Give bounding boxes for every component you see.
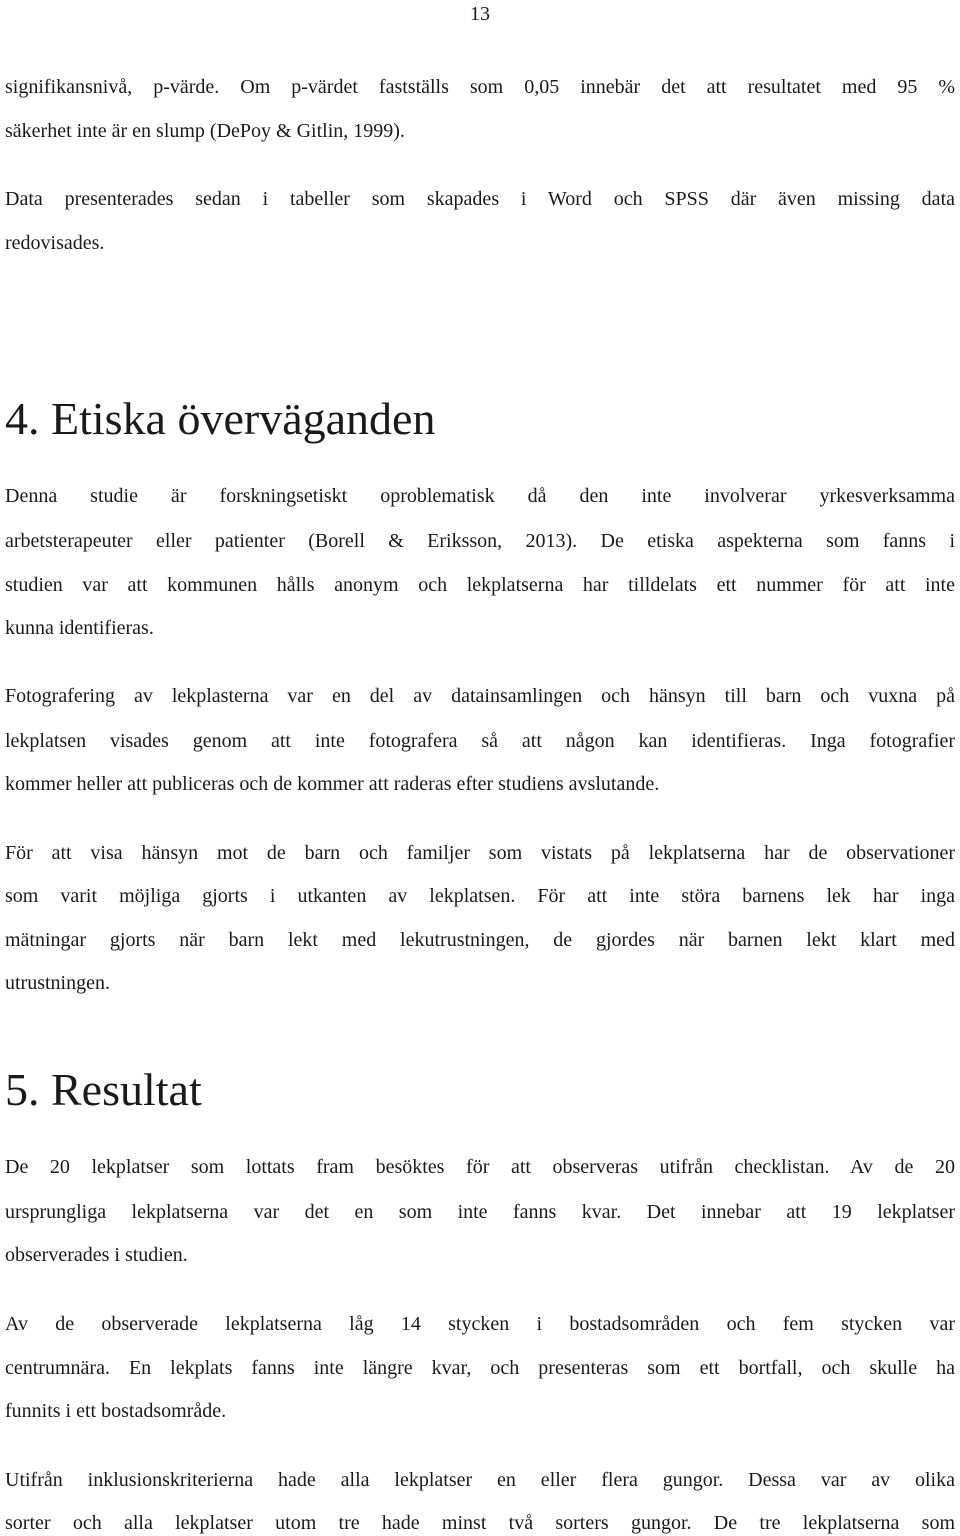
text-line: centrumnära. En lekplats fanns inte längre kvar, och presenteras som ett bortfall, och skulle ha <box>5 1357 955 1379</box>
text-line: observerades i studien. <box>5 1244 188 1266</box>
text-line: sorter och alla lekplatser utom tre hade minst två sorters gungor. De tre lekplatserna som <box>5 1512 955 1534</box>
text-line: Fotografering av lekplasterna var en del av datainsamlingen och hänsyn till barn och vuxna på <box>5 685 955 707</box>
text-line: Denna studie är forskningsetiskt oproblematisk då den inte involverar yrkesverksamma <box>5 485 955 507</box>
text-line: funnits i ett bostadsområde. <box>5 1400 227 1422</box>
text-line: Utifrån inklusionskriterierna hade alla lekplatser en eller flera gungor. Dessa var av olika <box>5 1469 955 1491</box>
text-line: mätningar gjorts när barn lekt med lekutrustningen, de gjordes när barnen lekt klart med <box>5 929 955 951</box>
text-line: utrustningen. <box>5 972 110 994</box>
text-line: signifikansnivå, p-värde. Om p-värdet fastställs som 0,05 innebär det att resultatet med 95 % <box>5 76 955 98</box>
text-line: som varit möjliga gjorts i utkanten av lekplatsen. För att inte störa barnens lek har inga <box>5 885 955 907</box>
text-line: Data presenterades sedan i tabeller som skapades i Word och SPSS där även missing data <box>5 188 955 210</box>
text-line: De 20 lekplatser som lottats fram besöktes för att observeras utifrån checklistan. Av de 20 <box>5 1156 955 1178</box>
text-line: säkerhet inte är en slump (DePoy & Gitlin, 1999). <box>5 120 405 142</box>
text-line: För att visa hänsyn mot de barn och familjer som vistats på lekplatserna har de observationer <box>5 842 955 864</box>
section-heading-ethics: 4. Etiska överväganden <box>5 393 436 444</box>
text-line: lekplatsen visades genom att inte fotografera så att någon kan identifieras. Inga fotografier <box>5 730 955 752</box>
text-line: kommer heller att publiceras och de kommer att raderas efter studiens avslutande. <box>5 773 660 795</box>
text-line: ursprungliga lekplatserna var det en som inte fanns kvar. Det innebar att 19 lekplatser <box>5 1201 955 1223</box>
page-number: 13 <box>470 3 490 25</box>
text-line: studien var att kommunen hålls anonym och lekplatserna har tilldelats ett nummer för att inte <box>5 574 955 596</box>
text-line: kunna identifieras. <box>5 617 154 639</box>
text-line: Av de observerade lekplatserna låg 14 stycken i bostadsområden och fem stycken var <box>5 1313 955 1335</box>
section-heading-results: 5. Resultat <box>5 1064 202 1115</box>
text-line: arbetsterapeuter eller patienter (Borell & Eriksson, 2013). De etiska aspekterna som fanns i <box>5 530 955 552</box>
text-line: redovisades. <box>5 232 105 254</box>
